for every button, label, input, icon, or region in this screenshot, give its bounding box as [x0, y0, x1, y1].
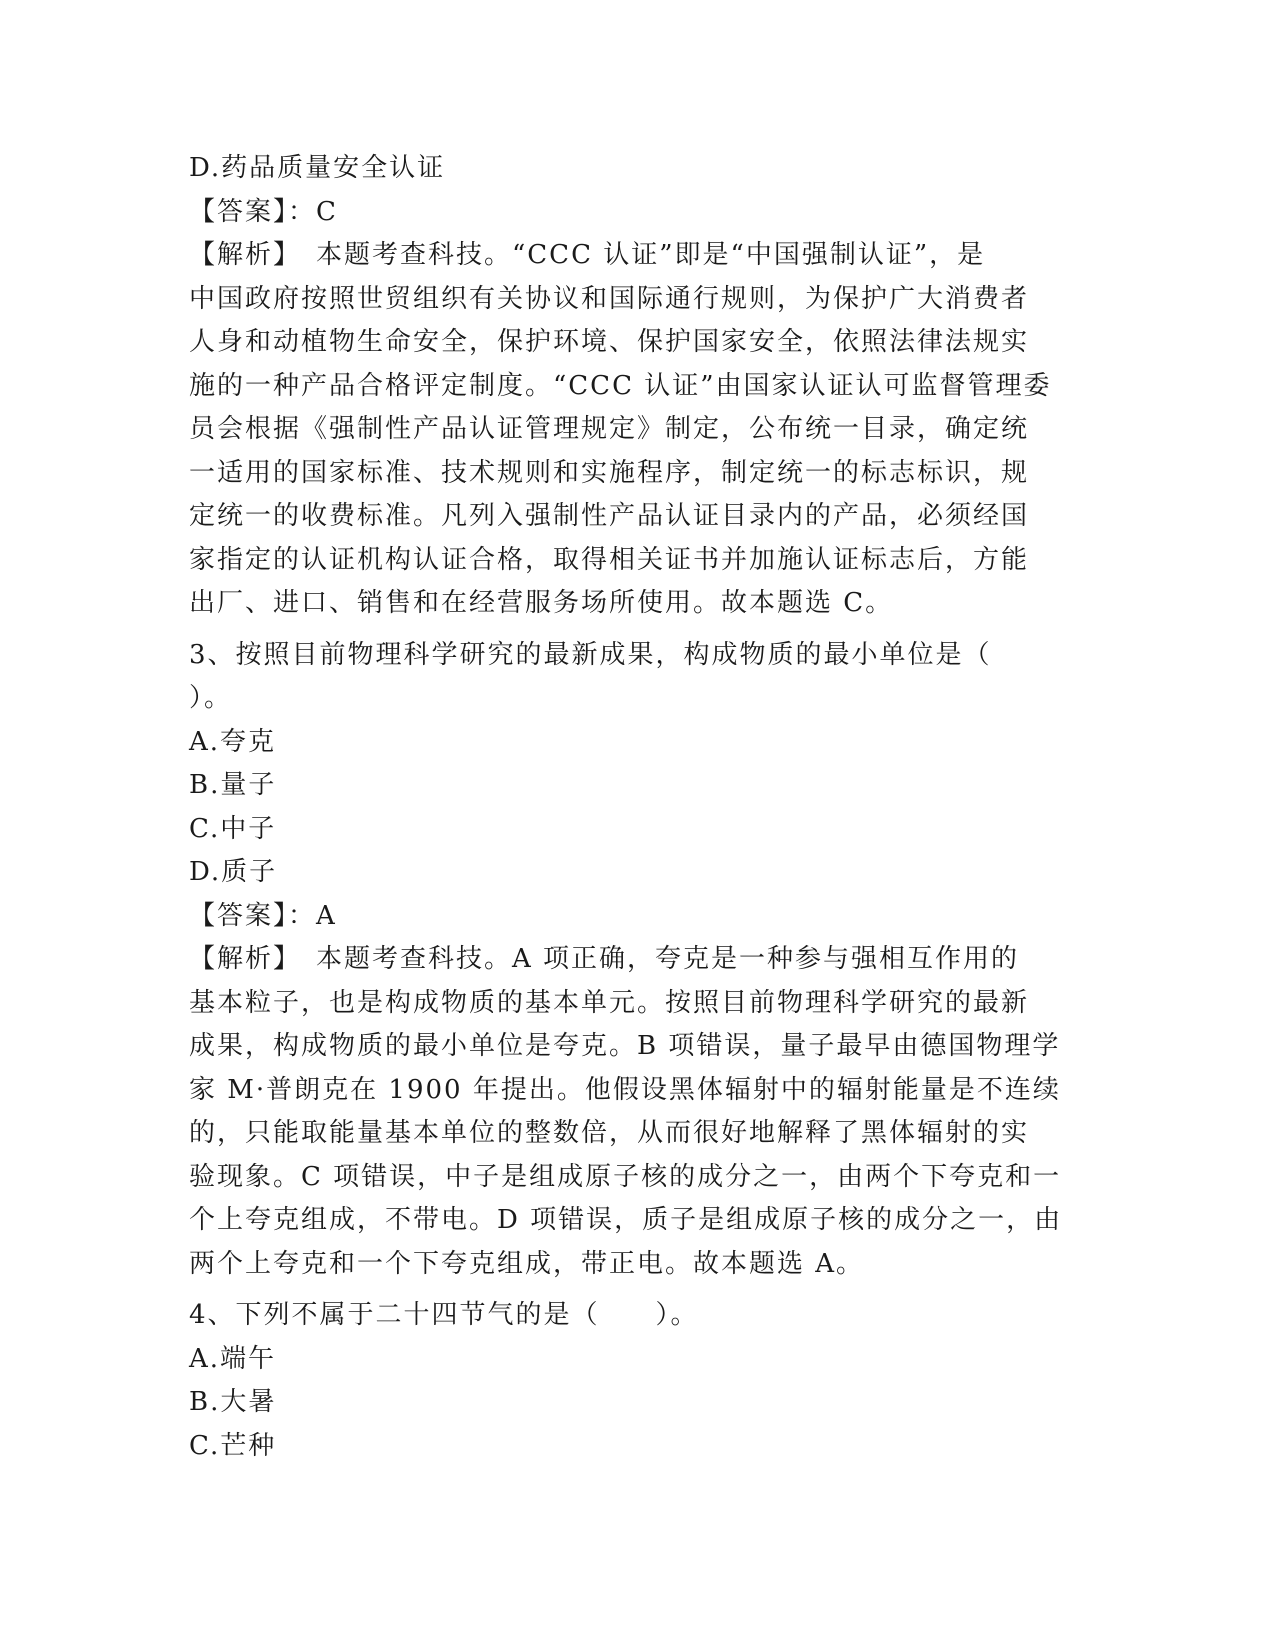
q3-question: [189, 634, 1079, 721]
q4-option-b: B.大暑: [189, 1387, 277, 1417]
analysis-line: 家 M·普朗克在 1900 年提出。他假设黑体辐射中的辐射能量是不连续: [189, 1074, 1061, 1105]
q3-option-c: C.中子: [189, 813, 277, 844]
analysis-line: 验现象。C 项错误，中子是组成原子核的成分之一，由两个下夸克和一: [189, 1161, 1062, 1192]
q4-question: 4、下列不属于二十四节气的是（ ）。: [189, 1300, 699, 1330]
analysis-line: 一适用的国家标准、技术规则和实施程序，制定统一的标志标识，规: [189, 457, 1030, 488]
q3-option-d: D.质子: [189, 857, 278, 887]
analysis-line: 施的一种产品合格评定制度。“CCC 认证”由国家认证认可监督管理委: [189, 370, 1052, 401]
analysis-line: 成果，构成物质的最小单位是夸克。B 项错误，量子最早由德国物理学: [189, 1031, 1061, 1061]
spacer: [189, 1286, 1079, 1294]
q3-analysis: [189, 938, 1079, 1286]
analysis-line: 基本粒子，也是构成物质的基本单元。按照目前物理科学研究的最新: [189, 987, 1030, 1018]
analysis-line: 个上夸克组成，不带电。D 项错误，质子是组成原子核的成分之一，由: [189, 1205, 1063, 1235]
document-content: [189, 147, 1079, 1468]
question-line: 3、按照目前物理科学研究的最新成果，构成物质的最小单位是（: [189, 639, 992, 670]
question-line: ）。: [189, 683, 233, 713]
analysis-line: 家指定的认证机构认证合格，取得相关证书并加施认证标志后，方能: [189, 544, 1030, 575]
spacer: [189, 626, 1079, 634]
analysis-line: 中国政府按照世贸组织有关协议和国际通行规则，为保护广大消费者: [189, 283, 1030, 314]
q3-option-b: B.量子: [189, 770, 277, 800]
q2-analysis: [189, 234, 1079, 626]
q4-option-a: A.端午: [189, 1343, 277, 1374]
analysis-line: 两个上夸克和一个下夸克组成，带正电。故本题选 A。: [189, 1248, 865, 1279]
analysis-line: 出厂、进口、销售和在经营服务场所使用。故本题选 C。: [189, 588, 894, 618]
analysis-line: 【解析】 本题考查科技。“CCC 认证”即是“中国强制认证”，是: [189, 240, 986, 270]
q4-option-c: C.芒种: [189, 1430, 277, 1461]
q3-option-a: A.夸克: [189, 726, 277, 757]
q2-option-d: D.药品质量安全认证: [189, 153, 446, 183]
analysis-line: 员会根据《强制性产品认证管理规定》制定，公布统一目录，确定统: [189, 414, 1030, 444]
analysis-line: 人身和动植物生命安全，保护环境、保护国家安全，依照法律法规实: [189, 327, 1030, 357]
analysis-line: 的，只能取能量基本单位的整数倍，从而很好地解释了黑体辐射的实: [189, 1118, 1030, 1148]
analysis-line: 定统一的收费标准。凡列入强制性产品认证目录内的产品，必须经国: [189, 501, 1030, 531]
q2-answer: 【答案】：C: [189, 196, 338, 227]
analysis-line: 【解析】 本题考查科技。A 项正确，夸克是一种参与强相互作用的: [189, 944, 1020, 974]
q3-answer: 【答案】：A: [189, 900, 337, 931]
